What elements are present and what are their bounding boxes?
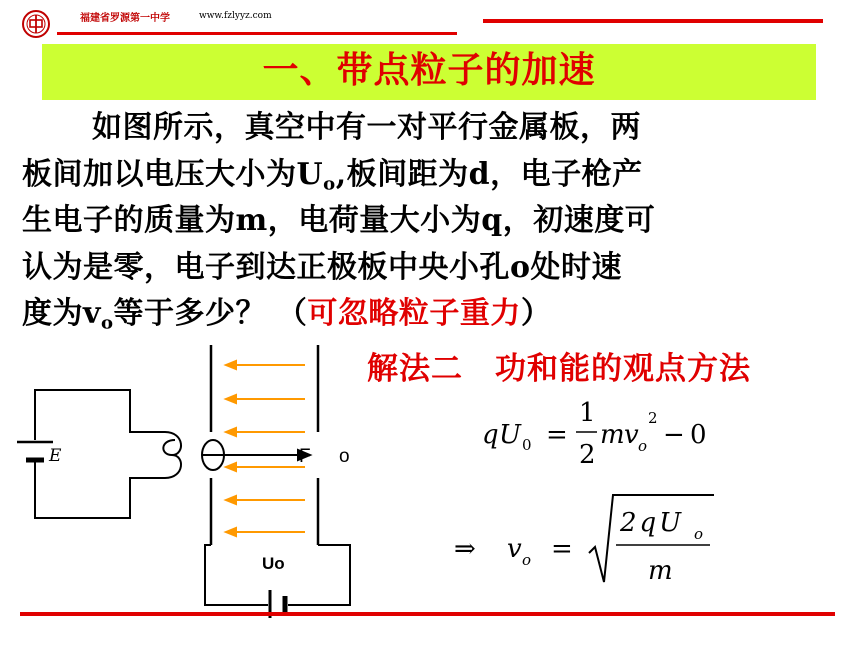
eq1-U: U xyxy=(499,420,521,450)
eq1-v-sup: 2 xyxy=(648,409,658,427)
battery-icon xyxy=(17,442,53,460)
eq2-implies-arrow: ⇒ xyxy=(454,534,476,564)
problem-line-2: 板间加以电压大小为$U_o$,板间距为d，电子枪产 xyxy=(22,156,643,194)
problem-line-3: 生电子的质量为m，电荷量大小为q，初速度可 xyxy=(22,203,656,238)
problem-text xyxy=(22,105,822,338)
school-logo-icon xyxy=(21,9,51,39)
method-heading: 解法二 功和能的观点方法 xyxy=(367,351,751,387)
eq1-equals: = xyxy=(546,420,568,450)
eq1-m: m xyxy=(600,420,625,450)
eq1-q: q xyxy=(482,420,499,450)
eq2-equals: = xyxy=(551,534,573,564)
problem-line-5: 度为$v_o$等于多少？ （可忽略粒子重力） xyxy=(22,296,552,334)
problem-line-1: 如图所示，真空中有一对平行金属板，两 xyxy=(92,110,641,145)
battery-label: E xyxy=(49,446,62,466)
hole-label: o xyxy=(339,446,350,467)
ignore-gravity-note: 可忽略粒子重力 xyxy=(307,296,521,331)
equations xyxy=(454,385,740,590)
problem-line-4: 认为是零，电子到达正极板中央小孔o处时速 xyxy=(22,249,623,285)
force-arrow xyxy=(213,450,310,460)
school-url: www.fzlyyz.com xyxy=(199,11,272,21)
slide-title: 一、带点粒子的加速 xyxy=(262,50,596,91)
school-name: 福建省罗源第一中学 xyxy=(80,13,170,24)
eq2-v-sub: o xyxy=(522,551,532,569)
eq2-denominator: m xyxy=(648,556,673,586)
force-label: F xyxy=(299,446,311,467)
eq1-frac-num: 1 xyxy=(579,398,596,428)
eq2-numerator: 2qU xyxy=(620,508,685,538)
eq1-v: v xyxy=(624,420,639,450)
eq1-zero: 0 xyxy=(690,420,707,450)
electric-field-arrows xyxy=(226,361,305,536)
eq1-frac-den: 2 xyxy=(579,440,596,470)
voltage-label: Uo xyxy=(262,554,285,573)
eq2-num-sub: o xyxy=(694,525,704,543)
header-rule-right xyxy=(483,19,823,23)
eq2-v: v xyxy=(507,534,522,564)
eq1-minus: − xyxy=(663,420,685,450)
eq1-v-sub: o xyxy=(638,437,648,455)
parallel-plates xyxy=(211,345,318,545)
circuit-diagram xyxy=(0,335,380,625)
footer-rule xyxy=(20,612,835,616)
eq1-U-sub: 0 xyxy=(522,436,532,454)
title-band xyxy=(42,44,816,100)
header-rule-left xyxy=(57,32,457,35)
